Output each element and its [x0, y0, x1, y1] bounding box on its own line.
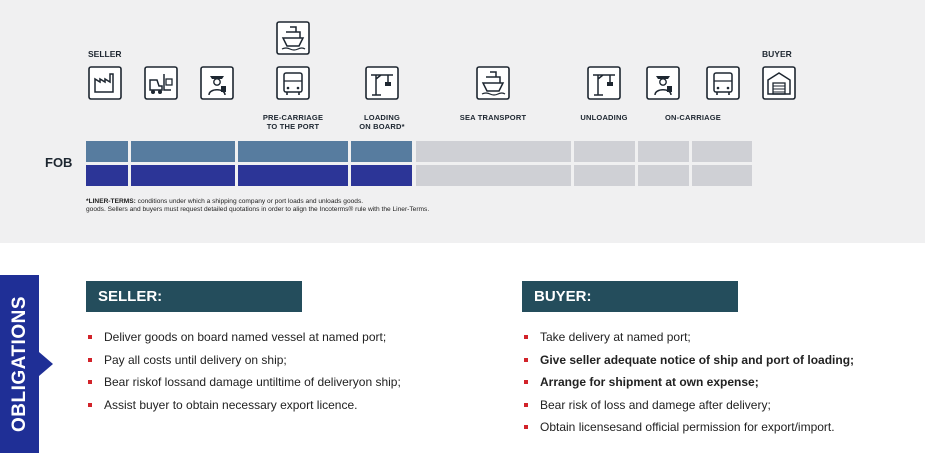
cost-segment-seller	[86, 141, 128, 162]
obligation-item: Arrange for shipment at own expense;	[522, 371, 854, 394]
cost-segment-seller	[351, 141, 412, 162]
obligation-item: Bear risk of loss and damege after delivery;	[522, 394, 854, 417]
cost-segment-seller	[238, 141, 348, 162]
risk-segment-buyer	[692, 165, 752, 186]
stage-label-loading: LOADING ON BOARD*	[359, 113, 405, 131]
liner-terms-label: *LINER-TERMS:	[86, 198, 136, 205]
obligations-arrow-icon	[39, 352, 53, 376]
obligation-item: Bear riskof lossand damage untiltime of deliveryon ship;	[86, 371, 401, 394]
cost-segment-buyer	[638, 141, 689, 162]
cost-segment-seller	[131, 141, 235, 162]
risk-segment-seller	[238, 165, 348, 186]
buyer-obligations-list	[522, 326, 854, 439]
liner-terms-text: conditions under which a shipping company or port loads and unloads goods.	[135, 198, 364, 205]
cost-segment-buyer	[692, 141, 752, 162]
obligation-item: Obtain licensesand official permission for export/import.	[522, 416, 854, 439]
fob-row-label: FOB	[45, 155, 73, 170]
cost-segment-buyer	[574, 141, 635, 162]
risk-segment-buyer	[574, 165, 635, 186]
stage-label-on-carriage: ON-CARRIAGE	[665, 113, 721, 122]
obligation-item: Deliver goods on board named vessel at named port;	[86, 326, 401, 349]
risk-segment-buyer	[416, 165, 571, 186]
seller-obligations-list	[86, 326, 401, 416]
buyer-role-label: BUYER	[762, 49, 792, 59]
stage-label-unloading: UNLOADING	[580, 113, 628, 122]
risk-segment-seller	[86, 165, 128, 186]
obligation-item: Give seller adequate notice of ship and port of loading;	[522, 349, 854, 372]
risk-segment-seller	[351, 165, 412, 186]
seller-role-label: SELLER	[88, 49, 122, 59]
obligation-item: Pay all costs until delivery on ship;	[86, 349, 401, 372]
obligation-item: Take delivery at named port;	[522, 326, 854, 349]
stage-label-pre-carriage: PRE-CARRIAGE TO THE PORT	[262, 113, 324, 131]
stage-label-sea-transport: SEA TRANSPORT	[459, 113, 527, 122]
risk-segment-seller	[131, 165, 235, 186]
obligation-item: Assist buyer to obtain necessary export licence.	[86, 394, 401, 417]
obligations-sidebar	[0, 275, 39, 453]
obligations-title: OBLIGATIONS	[9, 295, 30, 433]
seller-header: SELLER:	[86, 281, 302, 312]
liner-terms-note-line1	[86, 198, 363, 206]
buyer-header: BUYER:	[522, 281, 738, 312]
cost-segment-buyer	[416, 141, 571, 162]
liner-terms-note-line2: goods. Sellers and buyers must request detailed quotations in order to align the Incoterms® rule with the Liner-Terms.	[86, 206, 430, 213]
risk-segment-buyer	[638, 165, 689, 186]
